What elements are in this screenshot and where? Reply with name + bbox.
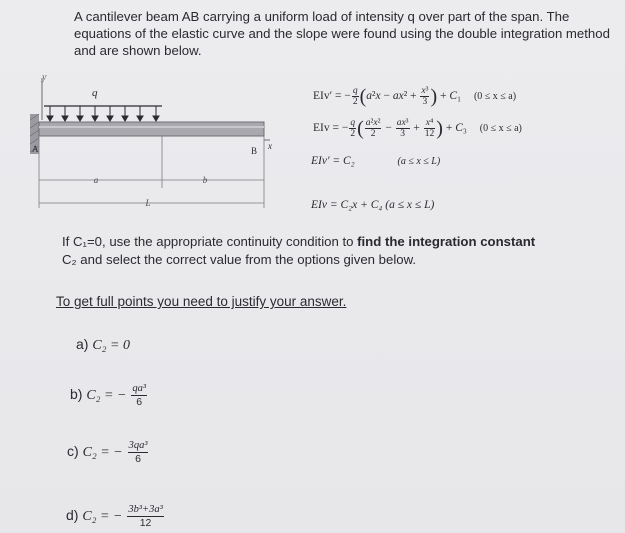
x-axis-label: x — [268, 141, 272, 151]
option-a-value: C₂ = 0 — [92, 338, 130, 353]
option-c-label: c) — [67, 443, 79, 460]
option-c-num: 3qa³ — [128, 440, 148, 451]
option-b-lhs: C₂ = − — [86, 388, 127, 404]
option-b-label: b) — [70, 386, 83, 403]
option-d-lhs: C₂ = − — [82, 509, 123, 525]
beam — [39, 122, 264, 136]
option-c-den: 6 — [135, 453, 141, 465]
option-b-den: 6 — [136, 396, 143, 408]
y-axis-label: y — [42, 72, 47, 83]
option-a-label: a) — [76, 336, 89, 352]
justify-note: To get full points you need to justify your answer. — [56, 294, 347, 309]
equation-deflection-2: EIv = C₂x + C₄ (a ≤ x ≤ L) — [311, 199, 435, 211]
option-b[interactable] — [70, 383, 148, 408]
option-d-den: 12 — [139, 517, 152, 529]
question-condition — [62, 233, 622, 269]
dim-L-label: L — [145, 198, 151, 208]
end-a-label: A — [32, 144, 39, 154]
load-label: q — [92, 87, 98, 99]
equation-slope-1: EIv′ = − $\frac{q}{2}$ (a²x − ax² + $\frac{\text{x³}}{3}$ ) + C₁ (0 ≤ x ≤ a) — [313, 85, 517, 108]
option-c-lhs: C₂ = − — [82, 445, 123, 461]
eq2-lhs: EIv = — [313, 122, 339, 135]
option-b-num: qa³ — [132, 383, 146, 394]
dim-b-label: b — [202, 175, 208, 185]
eq1-lhs: EIv′ = — [313, 90, 342, 103]
option-c[interactable] — [67, 440, 149, 465]
eq2-range: (0 ≤ x ≤ a) — [479, 123, 522, 135]
dimension-extension-lines — [39, 136, 264, 208]
dim-a-label: a — [93, 175, 99, 185]
option-d-label: d) — [66, 507, 79, 524]
eq3-range: (a ≤ x ≤ L) — [397, 156, 441, 167]
condition-post: C₂ and select the correct value from the options given below. — [62, 252, 417, 267]
equation-slope-2 — [311, 155, 440, 167]
option-a[interactable] — [76, 336, 130, 354]
eq3-text: EIv′ = C₂ — [311, 155, 355, 167]
beam-diagram — [30, 70, 275, 220]
load-arrows — [47, 106, 159, 121]
problem-statement: A cantilever beam AB carrying a uniform load of intensity q over part of the span. The equations of the elastic curve and the slope were found using the double integration method and are shown below. — [74, 9, 610, 58]
option-d[interactable] — [66, 504, 165, 529]
equation-deflection-1: EIv = − $\frac{q}{2}$ ( $\frac{\text{a²x²}}{2}$ − $\frac{\text{ax³}}{3}$ + $\frac{\text{x⁴}}{12}$ ) + C₃ (0 ≤ x ≤ a) — [313, 117, 522, 140]
condition-pre: If C₁=0, use the appropriate continuity condition to — [62, 234, 358, 249]
option-d-num: 3b³+3a³ — [128, 504, 163, 515]
eq1-range: (0 ≤ x ≤ a) — [473, 91, 517, 103]
end-b-label: B — [251, 146, 258, 156]
condition-bold: find the integration constant — [357, 234, 536, 249]
